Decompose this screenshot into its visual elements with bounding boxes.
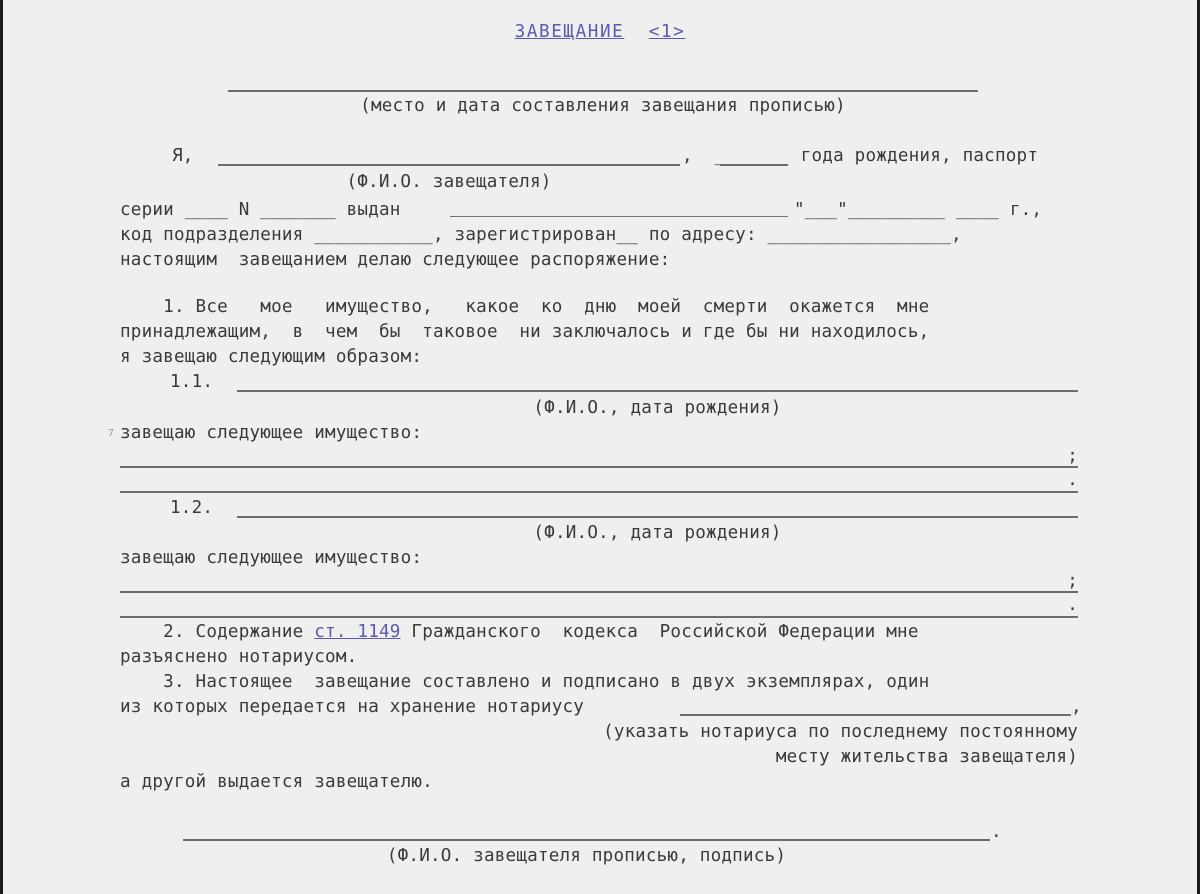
signature-caption: (Ф.И.О. завещателя прописью, подпись) — [386, 846, 787, 866]
clause-2-suffix: Гражданского кодекса Российской Федерации мне — [400, 622, 919, 642]
testator-fio-rule[interactable] — [218, 164, 680, 166]
clause-2-prefix: 2. Содержание — [120, 622, 315, 642]
signature-period: . — [991, 822, 1002, 842]
birth-year-rule[interactable] — [720, 164, 788, 166]
clause-1-line-3: я завещаю следующим образом: — [120, 347, 423, 367]
clause-1-1-property-rule-2[interactable] — [120, 491, 1078, 493]
clause-2-line-2: разъяснено нотариусом. — [120, 647, 358, 667]
passport-issuer-rule[interactable] — [450, 216, 788, 217]
civil-code-article-link[interactable]: ст. 1149 — [314, 622, 401, 642]
clause-1-2-property-line-1-end: ; — [1067, 571, 1078, 591]
title-spacer — [624, 22, 648, 42]
clause-3-line-2-prefix: из которых передается на хранение нотариусу — [120, 697, 585, 717]
clause-1-2-bequeath-label: завещаю следующее имущество: — [120, 548, 423, 568]
passport-series-line: серии ____ N _______ выдан — [120, 200, 401, 220]
testator-line-prefix: Я, — [172, 146, 194, 166]
clause-3-notary-caption-line-2: месту жительства завещателя) — [775, 747, 1078, 767]
disposition-intro-line: настоящим завещанием делаю следующее распоряжение: — [120, 250, 671, 270]
footnote-reference-1[interactable]: <1> — [648, 22, 686, 42]
page-title — [0, 20, 1200, 45]
clause-3-line-3: а другой выдается завещателю. — [120, 772, 433, 792]
clause-1-2-heir-caption: (Ф.И.О., дата рождения) — [533, 523, 782, 543]
clause-3-notary-rule[interactable] — [680, 714, 1071, 716]
testator-line-suffix: , ______ года рождения, паспорт — [682, 146, 1039, 166]
division-code-line: код подразделения ___________, зарегистрирован__ по адресу: _________________, — [120, 225, 962, 245]
testator-fio-caption: (Ф.И.О. завещателя) — [346, 172, 552, 192]
clause-1-1-property-line-2-end: . — [1067, 470, 1078, 490]
clause-3-line-2-suffix: , — [1071, 697, 1082, 717]
place-date-rule[interactable] — [228, 90, 978, 92]
signature-rule[interactable] — [183, 839, 990, 841]
clause-1-1-number: 1.1. — [170, 372, 214, 392]
clause-1-2-property-line-2-end: . — [1067, 595, 1078, 615]
clause-1-line-1: 1. Все мое имущество, какое ко дню моей смерти окажется мне — [120, 297, 930, 317]
clause-1-1-heir-rule[interactable] — [237, 390, 1078, 392]
clause-3-notary-caption-line-1: (указать нотариуса по последнему постоянному — [603, 722, 1078, 742]
clause-1-2-heir-rule[interactable] — [237, 516, 1078, 518]
clause-1-2-number: 1.2. — [170, 498, 214, 518]
clause-1-2-property-rule-2[interactable] — [120, 616, 1078, 618]
clause-3-line-1: 3. Настоящее завещание составлено и подписано в двух экземплярах, один — [120, 672, 930, 692]
clause-2-line-1 — [120, 620, 919, 645]
clause-1-line-2: принадлежащим, в чем бы таковое ни заключалось и где бы ни находилось, — [120, 322, 930, 342]
page-title-text: ЗАВЕЩАНИЕ — [514, 22, 625, 42]
clause-1-1-property-line-1-end: ; — [1067, 446, 1078, 466]
place-date-caption: (место и дата составления завещания прописью) — [360, 96, 846, 116]
scan-speck-artifact: 7 — [108, 428, 115, 439]
clause-1-1-heir-caption: (Ф.И.О., дата рождения) — [533, 398, 782, 418]
clause-1-1-bequeath-label: завещаю следующее имущество: — [120, 423, 423, 443]
passport-issue-date-line: "___"_________ ____ г., — [794, 200, 1043, 220]
